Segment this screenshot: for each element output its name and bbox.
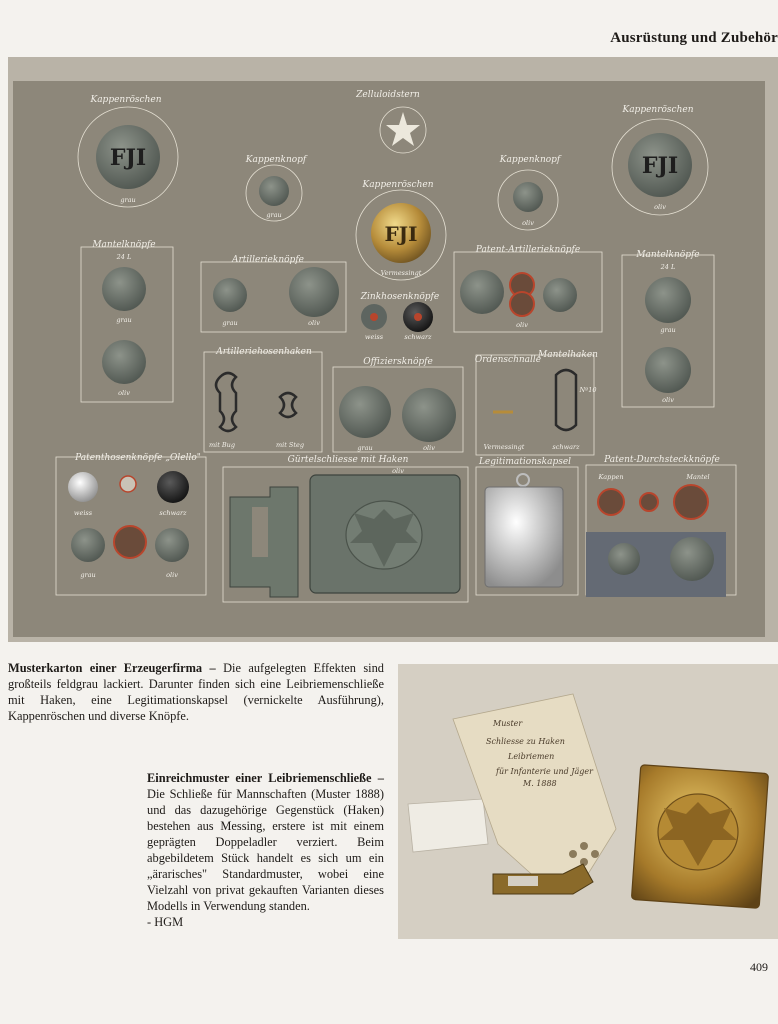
label-grau-1: grau xyxy=(120,196,136,204)
label-grau-5: grau xyxy=(660,326,676,334)
label-grau-6: grau xyxy=(357,444,373,452)
label-mantelhaken: Mantelhaken xyxy=(538,350,598,360)
label-mantelknoepfe-right: Mantelknöpfe xyxy=(636,250,700,260)
label-patent-durchsteckknoepfe: Patent-Durchsteckknöpfe xyxy=(604,455,720,465)
label-oliv-1: oliv xyxy=(522,219,534,227)
label-oliv-5: oliv xyxy=(516,321,528,329)
label-legitimationskapsel: Legitimationskapsel xyxy=(478,457,572,467)
tag-line3: für Infanterie und Jäger xyxy=(496,767,593,776)
label-oliv-4: oliv xyxy=(308,319,320,327)
officer-button-2 xyxy=(402,388,456,442)
label-patent-artillerieknoepfe: Patent-Artillerieknöpfe xyxy=(475,245,581,255)
label-kappenroeschen-right: Kappenröschen xyxy=(622,105,694,115)
belt-buckle-photo xyxy=(398,664,778,939)
label-24l-left: 24 L xyxy=(116,253,132,261)
label-schwarz-2: schwarz xyxy=(552,443,580,451)
label-artillerieknoepfe: Artillerieknöpfe xyxy=(232,255,304,265)
label-24l-right: 24 L xyxy=(660,263,676,271)
label-grau-4: grau xyxy=(222,319,238,327)
label-weiss-2: weiss xyxy=(73,509,93,517)
label-guertelschliesse: Gürtelschliesse mit Haken xyxy=(287,455,409,465)
patent-artillery-button-3 xyxy=(510,292,534,316)
label-vermessingt-2: Vermessingt xyxy=(483,443,525,451)
label-mit-bug: mit Bug xyxy=(208,441,236,449)
cap-rose-cipher-center: FJI xyxy=(384,222,418,246)
olello-button-grey xyxy=(71,528,105,562)
coat-button-1 xyxy=(102,267,146,311)
page-header-title: Ausrüstung und Zubehör xyxy=(610,30,778,46)
label-grau-2: grau xyxy=(266,211,282,219)
page-number: 409 xyxy=(750,960,768,974)
patent-artillery-button-4 xyxy=(543,278,577,312)
label-oliv-7: oliv xyxy=(423,444,435,452)
label-offiziersknoepfe: Offiziersknöpfe xyxy=(363,357,433,367)
caption-credit: - HGM xyxy=(147,915,184,929)
label-schwarz-3: schwarz xyxy=(159,509,187,517)
coat-button-2 xyxy=(102,340,146,384)
sample-card-illustration xyxy=(8,57,778,642)
tag-line2: Leibriemen xyxy=(508,752,555,761)
cap-button-left xyxy=(259,176,289,206)
coat-button-3 xyxy=(645,277,691,323)
caption-sample-card-body: Die aufgelegten Effekten sind großteils feldgrau lackiert. Darunter finden sich eine Leibriemenschließe mit Haken, eine Legitimationskapsel (vernickelte Ausführung), Kappenröschen und diverse Knöpfe. xyxy=(8,661,384,723)
label-grau-3: grau xyxy=(116,316,132,324)
artillery-button-1 xyxy=(213,278,247,312)
patent-artillery-button-1 xyxy=(460,270,504,314)
label-kappenknopf-right: Kappenknopf xyxy=(499,155,561,165)
coat-button-4 xyxy=(645,347,691,393)
label-zelluloidstern: Zelluloidstern xyxy=(356,90,420,100)
label-n10: Nº10 xyxy=(579,386,597,394)
label-weiss-1: weiss xyxy=(364,333,384,341)
label-oliv-6: oliv xyxy=(662,396,674,404)
caption-sample-card-lead: Musterkarton einer Erzeugerfirma – xyxy=(8,661,216,675)
paper-card xyxy=(408,799,488,852)
label-schwarz-1: schwarz xyxy=(404,333,432,341)
caption-sample-card xyxy=(8,660,384,724)
label-mantelknoepfe-left: Mantelknöpfe xyxy=(92,240,156,250)
label-mantel: Mantel xyxy=(686,473,710,481)
label-mit-steg: mit Steg xyxy=(276,441,304,449)
artillery-button-2 xyxy=(289,267,339,317)
label-oliv-2: oliv xyxy=(654,203,666,211)
push-button-1 xyxy=(598,489,624,515)
olello-button-oliv xyxy=(155,528,189,562)
label-kappenknopf-left: Kappenknopf xyxy=(245,155,307,165)
sample-card-photo xyxy=(8,57,778,642)
id-capsule xyxy=(485,487,563,587)
olello-button-red xyxy=(114,526,146,558)
label-patenthosenknoepfe: Patenthosenknöpfe „Olello" xyxy=(75,453,201,463)
label-ordenschnalle: Ordenschnalle xyxy=(474,355,542,365)
caption-belt-buckle-lead: Einreichmuster einer Leibriemenschließe – xyxy=(147,771,384,785)
label-zinkhosenknoepfe: Zinkhosenknöpfe xyxy=(360,292,440,302)
label-kappenroeschen-center: Kappenröschen xyxy=(362,180,434,190)
tag-line4: M. 1888 xyxy=(523,779,557,788)
cap-button-right xyxy=(513,182,543,212)
label-oliv-9: oliv xyxy=(392,467,404,475)
label-kappen: Kappen xyxy=(598,473,624,481)
push-button-4 xyxy=(608,543,640,575)
caption-belt-buckle-body: Die Schließe für Mannschaften (Muster 1888) und das dazugehörige Gegenstück (Haken) bestehen aus Messing, erstere ist mit einem geprägten Doppeladler verziert. Beim abgebildetem Stück handelt es sich um ein „ärarisches" Standardmuster, wobei eine Vielzahl von privat gekauften Varianten dieses Modells in Verwendung standen. xyxy=(147,787,384,913)
tag-line1: Schliesse zu Haken xyxy=(486,737,565,746)
label-kappenroeschen-left: Kappenröschen xyxy=(90,95,162,105)
olello-button-silver xyxy=(68,472,98,502)
cap-rose-cipher-right: FJI xyxy=(641,153,679,179)
officer-button-1 xyxy=(339,386,391,438)
push-button-5 xyxy=(670,537,714,581)
label-artilleriehosenhaken: Artilleriehosenhaken xyxy=(216,347,312,357)
label-oliv-3: oliv xyxy=(118,389,130,397)
caption-belt-buckle xyxy=(147,770,384,930)
belt-buckle-illustration xyxy=(398,664,778,939)
label-vermessingt: Vermessingt xyxy=(380,269,422,277)
label-oliv-8: oliv xyxy=(166,571,178,579)
olello-button-small xyxy=(120,476,136,492)
label-grau-7: grau xyxy=(80,571,96,579)
push-button-3 xyxy=(674,485,708,519)
olello-button-black xyxy=(157,471,189,503)
cap-rose-cipher-left: FJI xyxy=(109,145,147,171)
push-button-2 xyxy=(640,493,658,511)
tag-title: Muster xyxy=(493,719,523,728)
